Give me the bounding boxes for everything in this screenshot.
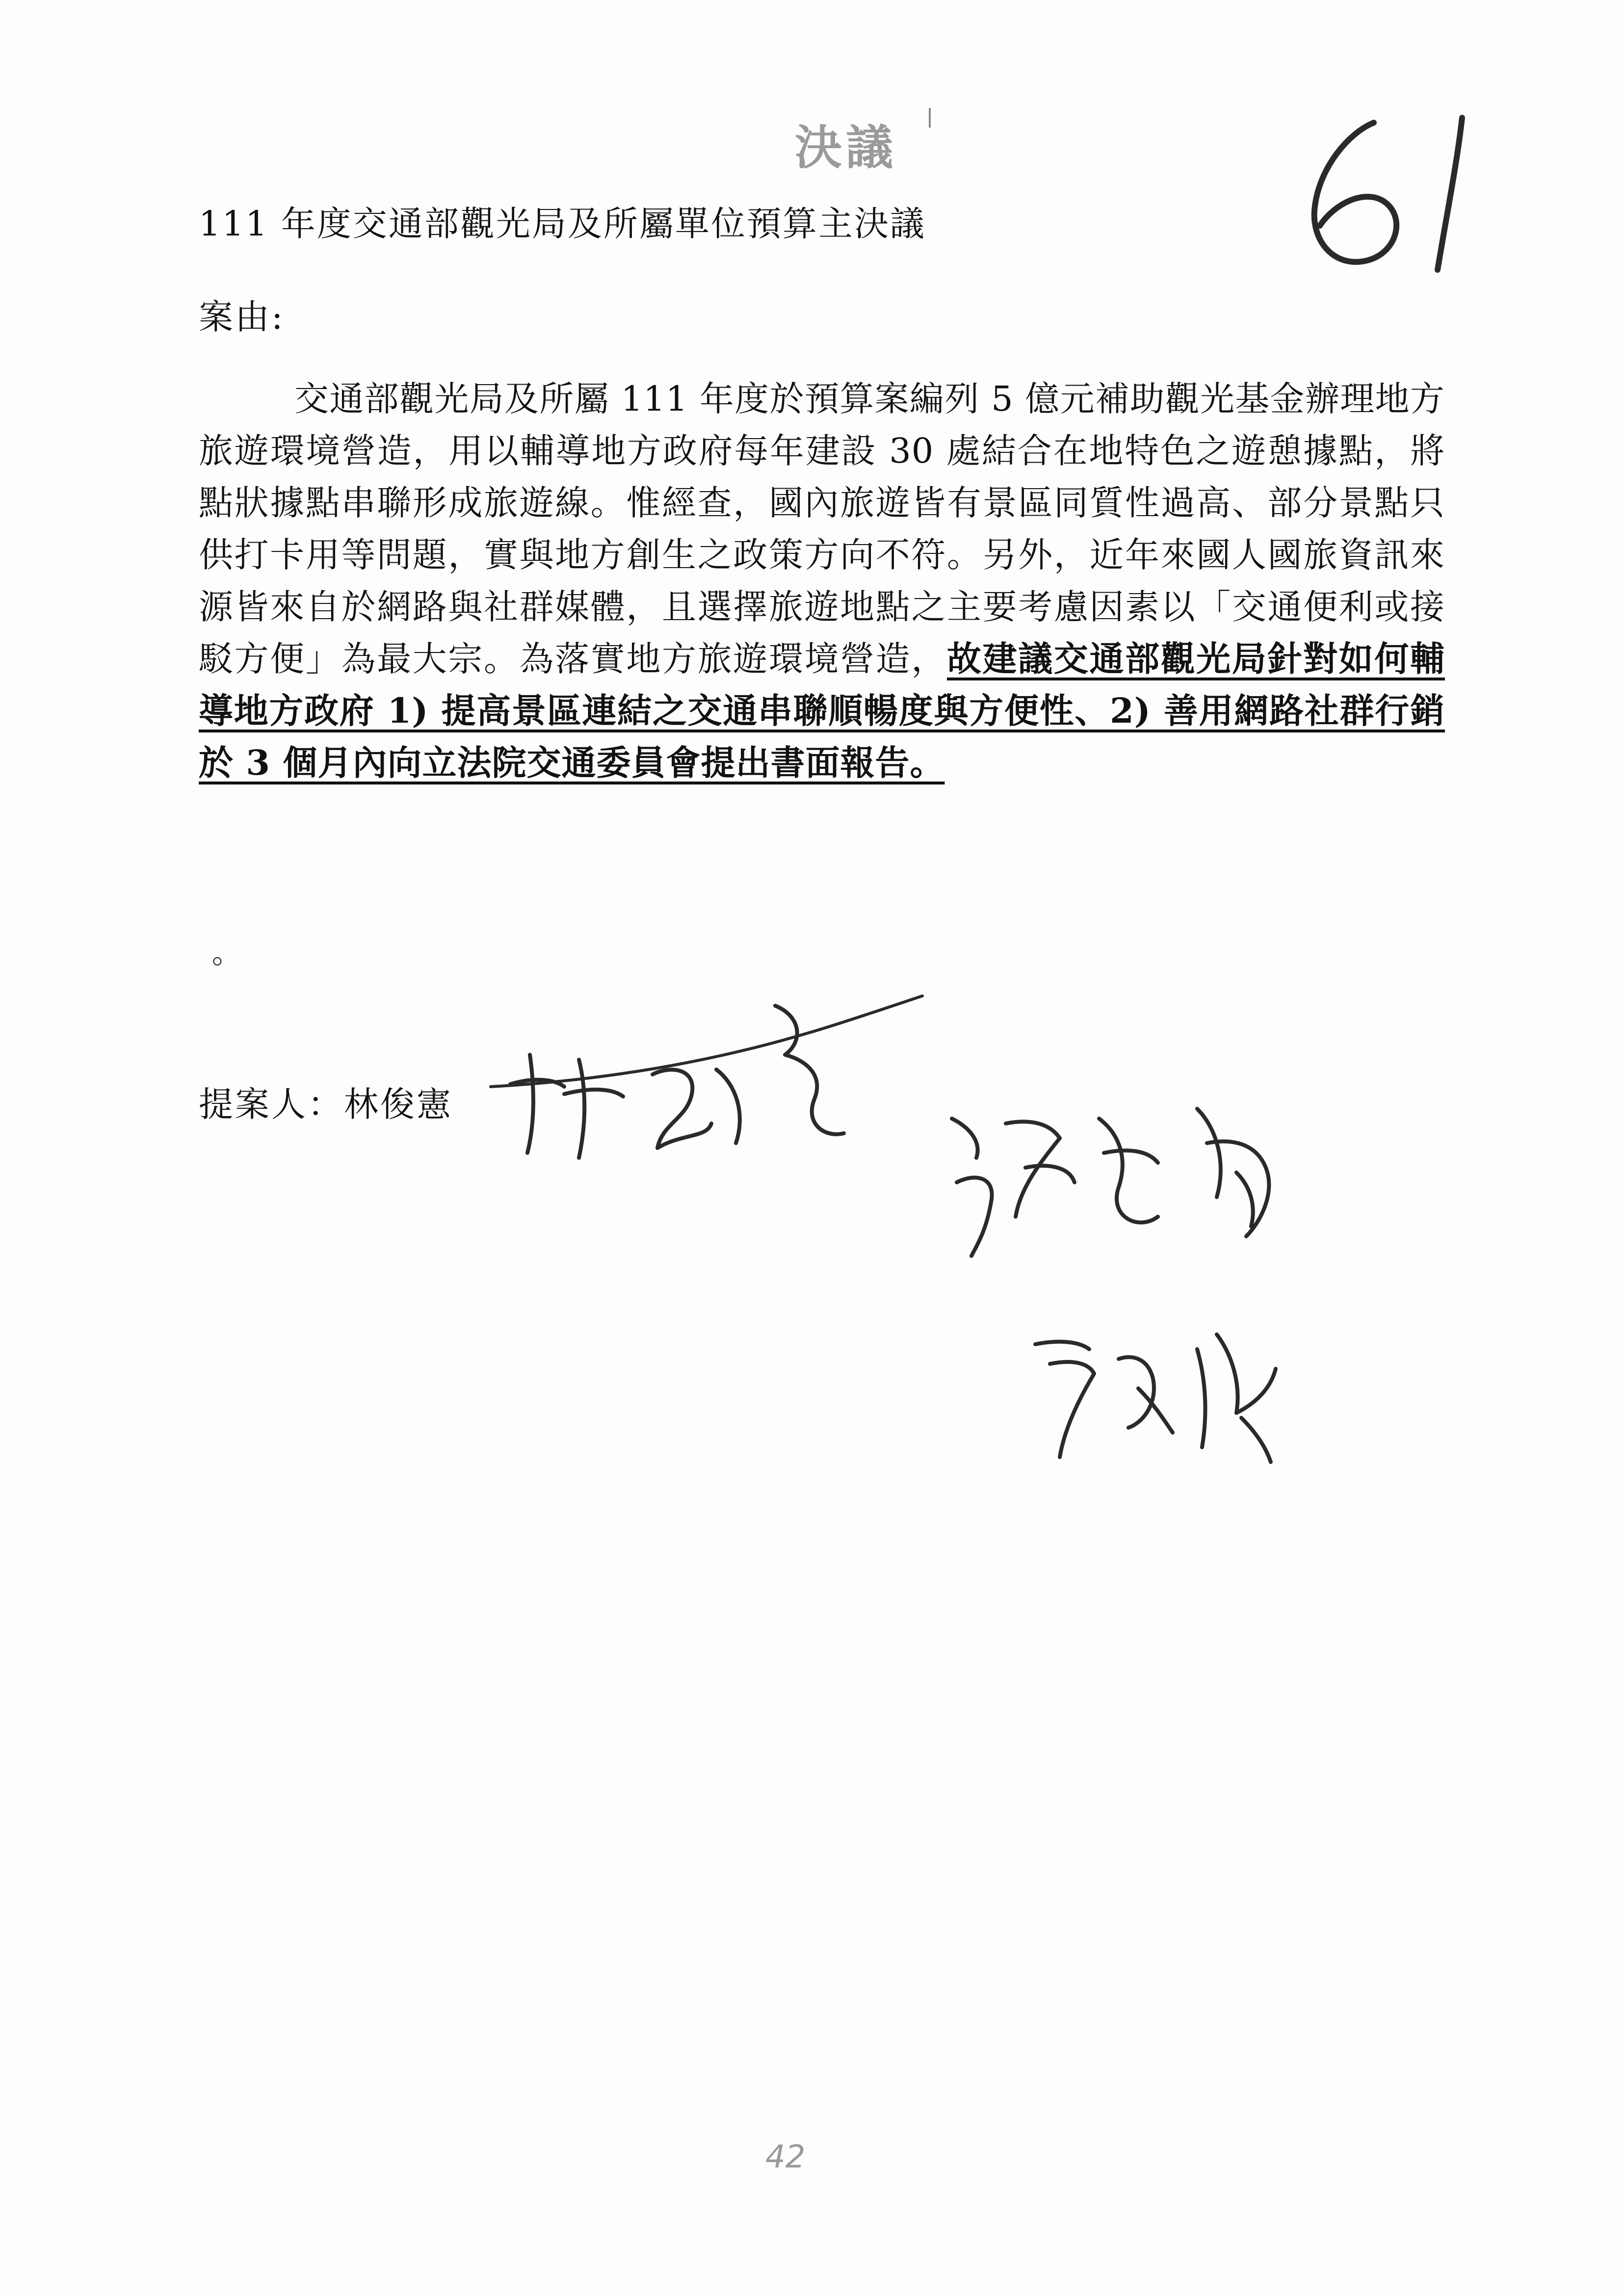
page-number: 42 (765, 2139, 806, 2175)
case-body-plain: 交通部觀光局及所屬 111 年度於預算案編列 5 億元補助觀光基金辦理地方旅遊環境營造，用以輔導地方政府每年建設 30 處結合在地特色之遊憩據點，將點狀據點串聯形成旅遊線。惟經查，國內旅遊皆有景區同質性過高、部分景點只供打卡用等問題，實與地方創生之政策方向不符。另外，近年來國人國旅資訊來源皆來自於網路與社群媒體，且選擇旅遊地點之主要考慮因素以「交通便利或接駁方便」為最大宗。為落實地方旅遊環境營造， (199, 379, 1445, 679)
signature-3 (1021, 1305, 1295, 1474)
resolution-stamp: 決議 (795, 120, 897, 175)
case-body-recommendation: 故建議交通部觀光局針對如何輔導地方政府 1) 提高景區連結之交通串聯順暢度與方便性、2) 善用網路社群行銷 於 3 個月內向立法院交通委員會提出書面報告。 (199, 638, 1445, 783)
case-label: 案由: (199, 297, 285, 337)
signature-1 (481, 976, 932, 1184)
document-title: 111 年度交通部觀光局及所屬單位預算主決議 (199, 204, 926, 244)
stray-mark: 。 (212, 936, 241, 970)
handwritten-number-61 (1300, 113, 1506, 291)
case-body (199, 373, 1445, 789)
stamp-mark (929, 108, 931, 128)
signature-2 (942, 1089, 1315, 1268)
proposer-line: 提案人：林俊憲 (199, 1084, 453, 1124)
